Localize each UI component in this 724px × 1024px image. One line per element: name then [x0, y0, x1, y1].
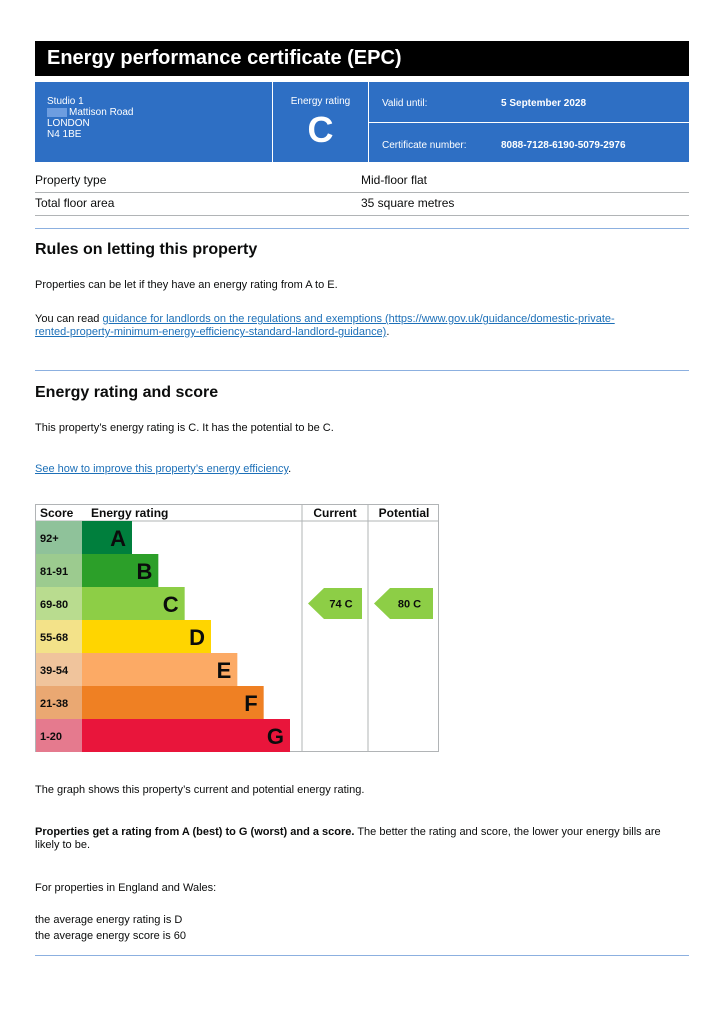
rating-band-bar-e [82, 653, 237, 686]
improve-paragraph: See how to improve this property’s energy efficiency. [35, 463, 292, 475]
energy-rating-chart [35, 504, 439, 752]
score-band-label: 39-54 [40, 665, 69, 677]
improve-efficiency-link[interactable]: See how to improve this property’s energy efficiency [35, 463, 289, 475]
current-rating-label: 74 C [329, 598, 353, 611]
rating-band-letter: A [110, 526, 126, 551]
address-line-3: LONDON [47, 118, 90, 129]
page-title: Energy performance certificate (EPC) [35, 41, 689, 76]
score-column-header: Score [40, 506, 74, 520]
rating-band-letter: G [266, 724, 284, 749]
section-divider [35, 370, 689, 371]
score-band-label: 1-20 [40, 731, 63, 743]
rules-heading: Rules on letting this property [35, 241, 258, 258]
potential-column-header: Potential [378, 506, 430, 520]
certificate-number-value: 8088-7128-6190-5079-2976 [501, 140, 626, 151]
guidance-paragraph: You can read guidance for landlords on the regulations and exemptions (https://www.gov.uk/guidance/domestic-private- rented-property-minimum-energy-efficiency-standard-landlord-guidance). [35, 313, 615, 338]
current-column-header: Current [313, 506, 357, 520]
certificate-summary-box [35, 82, 689, 162]
average-rating: the average energy rating is D [35, 914, 183, 926]
region-intro: For properties in England and Wales: [35, 882, 217, 894]
rating-column-header: Energy rating [91, 506, 169, 520]
floor-area-row [35, 192, 689, 216]
energy-rating-letter: C [307, 109, 334, 150]
potential-rating-label: 80 C [397, 598, 422, 611]
property-type-value: Mid-floor flat [361, 173, 428, 187]
address-line-1: Studio 1 [47, 96, 84, 107]
property-type-label: Property type [35, 173, 107, 187]
rating-band-bar-f [82, 686, 264, 719]
energy-rating-label: Energy rating [290, 96, 351, 107]
score-band-label: 69-80 [40, 599, 69, 611]
valid-until-value: 5 September 2028 [501, 98, 587, 109]
guidance-link[interactable]: guidance for landlords on the regulations and exemptions (https://www.gov.uk/guidance/domestic-private- rented-property-minimum-energy-efficiency-standard-landlord-guidance) [35, 313, 615, 338]
certificate-number-label: Certificate number: [382, 140, 467, 151]
rating-band-letter: D [189, 625, 205, 650]
floor-area-value: 35 square metres [361, 196, 455, 210]
section-divider [35, 228, 689, 229]
floor-area-label: Total floor area [35, 196, 115, 210]
average-score: the average energy score is 60 [35, 930, 187, 942]
address-line-2: Mattison Road [47, 107, 133, 118]
rating-band-letter: C [162, 592, 179, 617]
energy-heading: Energy rating and score [35, 384, 219, 401]
property-address [47, 96, 133, 140]
score-band-label: 21-38 [40, 698, 69, 710]
rating-band-letter: B [136, 559, 153, 584]
rating-band-bar-g [82, 719, 290, 752]
energy-rating-chart-svg [35, 504, 439, 752]
score-band-label: 92+ [40, 533, 59, 545]
rating-explanation: Properties get a rating from A (best) to G (worst) and a score. The better the rating and score, the lower your energy bills are likely to be. [35, 826, 661, 851]
property-type-row [35, 169, 689, 193]
rules-paragraph: Properties can be let if they have an energy rating from A to E. [35, 279, 338, 291]
score-band-label: 55-68 [40, 632, 69, 644]
score-band-label: 81-91 [40, 566, 69, 578]
rating-band-letter: E [216, 658, 232, 683]
energy-paragraph: This property’s energy rating is C. It has the potential to be C. [35, 422, 334, 434]
graph-note: The graph shows this property’s current and potential energy rating. [35, 784, 365, 796]
address-line-4: N4 1BE [47, 129, 82, 140]
divider [368, 122, 689, 123]
redaction-mark [47, 108, 67, 117]
rating-band-letter: F [244, 691, 258, 716]
valid-until-label: Valid until: [382, 98, 428, 109]
section-divider [35, 955, 689, 956]
